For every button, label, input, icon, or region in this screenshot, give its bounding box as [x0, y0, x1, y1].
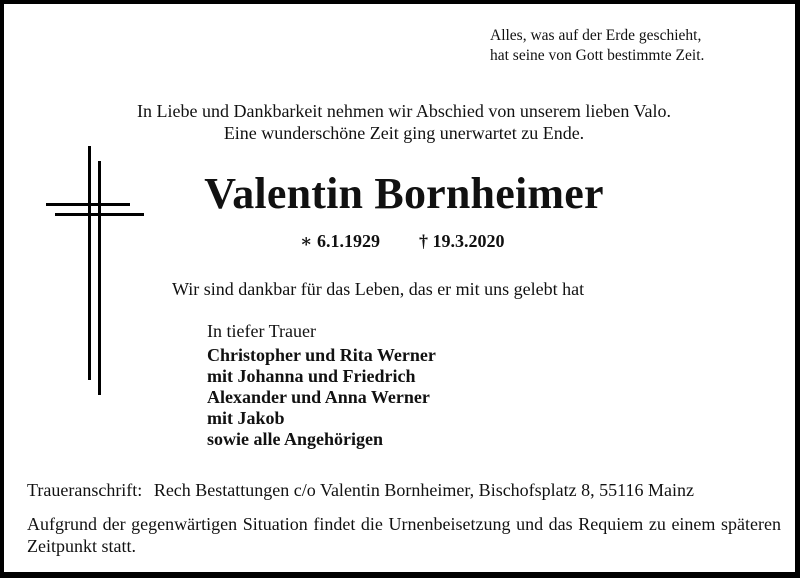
mourning-label: In tiefer Trauer: [207, 321, 316, 341]
birth-star-icon: ∗: [300, 231, 313, 251]
deceased-name: Valentin Bornheimer: [204, 169, 604, 218]
mourner-line: sowie alle Angehörigen: [207, 429, 383, 449]
motto-line-2: hat seine von Gott bestimmte Zeit.: [490, 47, 705, 64]
death-cross-icon: †: [418, 231, 428, 251]
mourning-address: [27, 479, 694, 501]
motto-line-1: Alles, was auf der Erde geschieht,: [490, 27, 702, 44]
life-dates: [300, 230, 504, 252]
motto-verse: [490, 26, 704, 66]
thanks-line: Wir sind dankbar für das Leben, das er mit uns gelebt hat: [172, 279, 585, 299]
burial-notice: Aufgrund der gegenwärtigen Situation findet die Urnenbeisetzung und das Requiem zu einem späteren Zeitpunkt statt.: [27, 514, 781, 556]
intro-text: [4, 100, 800, 144]
death-date: 19.3.2020: [432, 231, 505, 251]
address-value: Rech Bestattungen c/o Valentin Bornheimer, Bischofsplatz 8, 55116 Mainz: [153, 480, 694, 500]
intro-line-2: Eine wunderschöne Zeit ging unerwartet zu Ende.: [223, 123, 585, 143]
mourner-line: Christopher und Rita Werner: [207, 345, 436, 365]
birth-date: 6.1.1929: [316, 231, 380, 251]
mourner-line: Alexander und Anna Werner: [207, 387, 430, 407]
intro-line-1: In Liebe und Dankbarkeit nehmen wir Abschied von unserem lieben Valo.: [136, 101, 672, 121]
address-label: Traueranschrift:: [27, 480, 143, 500]
mourner-line: mit Jakob: [207, 408, 285, 428]
mourners-list: [207, 345, 436, 450]
mourner-line: mit Johanna und Friedrich: [207, 366, 416, 386]
